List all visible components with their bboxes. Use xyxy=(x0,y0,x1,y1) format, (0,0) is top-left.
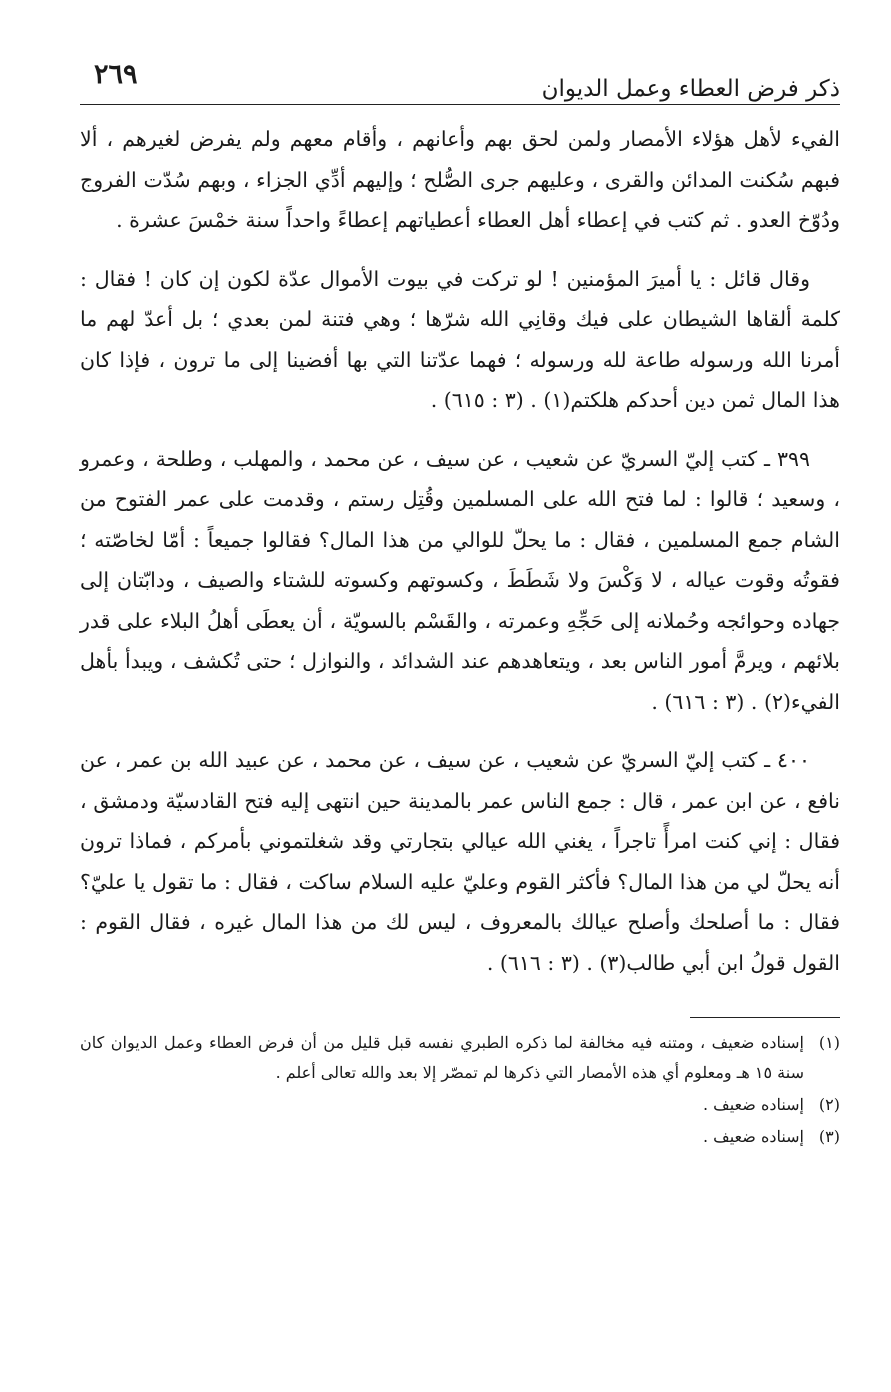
page-number: ٢٦٩ xyxy=(94,59,138,90)
book-page xyxy=(80,58,840,1154)
page-header xyxy=(80,58,840,105)
footnote-text: إسناده ضعيف . xyxy=(702,1095,804,1114)
footnote-item xyxy=(80,1090,840,1120)
footnotes xyxy=(80,1028,840,1152)
paragraph-continuation: الفيء لأهل هؤلاء الأمصار ولمن لحق بهم وأعانهم ، وأقام معهم ولم يفرض لغيرهم ، ألا فبهم سُكنت المدائن والقرى ، وعليهم جرى الصُّلح ؛ وإليهم أدِّي الجزاء ، وبهم سُدّت الفروج ودُوّخ العدو . ثم كتب في إعطاء أهل العطاء أعطياتهم إعطاءً واحداً سنة خمْسَ عشرة . xyxy=(80,127,840,232)
footnote-text: إسناده ضعيف ، ومتنه فيه مخالفة لما ذكره الطبري نفسه قبل قليل من أن فرض العطاء وعمل الديوان كان سنة ١٥ هـ ومعلوم أي هذه الأمصار التي ذكرها لم تمصّر إلا بعد والله تعالى أعلم . xyxy=(80,1033,804,1082)
footnote-text: إسناده ضعيف . xyxy=(702,1127,804,1146)
paragraph: وقال قائل : يا أميرَ المؤمنين ! لو تركت في بيوت الأموال عدّة لكون إن كان ! فقال : كلمة ألقاها الشيطان على فيك وقانِي الله شرّها ؛ وهي فتنة لمن بعدي ؛ بل أعدّ لهم ما أمرنا الله ورسوله طاعة لله ورسوله ؛ فهما عدّتنا التي بها أفضينا إلى ما ترون ، فإذا كان هذا المال ثمن دين أحدكم هلكتم(١) . (٣ : ٦١٥) . xyxy=(80,266,840,412)
footnote-item xyxy=(80,1122,840,1152)
running-title: ذكر فرض العطاء وعمل الديوان xyxy=(541,76,840,102)
footnote-number: (٣) xyxy=(818,1127,840,1146)
footnote-item xyxy=(80,1028,840,1088)
footnote-divider xyxy=(690,1017,840,1018)
footnote-number: (٢) xyxy=(818,1095,840,1114)
paragraph-narration-400: ٤٠٠ ـ كتب إليّ السريّ عن شعيب ، عن سيف ، عن محمد ، عن عبيد الله بن عمر ، عن نافع ، عن ابن عمر ، قال : جمع الناس عمر بالمدينة حين انتهى إليه فتح القادسيّة ودمشق ، فقال : إني كنت امرأً تاجراً ، يغني الله عيالي بتجارتي وقد شغلتموني بأمركم ، فماذا ترون أنه يحلّ لي من هذا المال؟ فأكثر القوم وعليّ عليه السلام ساكت ، فقال : ما تقول يا عليّ؟ فقال : ما أصلحك وأصلح عيالك بالمعروف ، ليس لك من هذا المال غيره ، فقال القوم : القول قولُ ابن أبي طالب(٣) . (٣ : ٦١٦) . xyxy=(80,748,841,975)
paragraph-narration-399: ٣٩٩ ـ كتب إليّ السريّ عن شعيب ، عن سيف ، عن محمد ، والمهلب ، وطلحة ، وعمرو ، وسعيد ؛ قالوا : لما فتح الله على المسلمين وقُتِل رستم ، وقدمت على عمر الفتوح من الشام جمع المسلمين ، فقال : ما يحلّ للوالي من هذا المال؟ فقالوا جميعاً : أمّا لخاصّته ؛ فقوتُه وقوت عياله ، لا وَكْسَ ولا شَطَطَ ، وكسوتهم وكسوته للشتاء والصيف ، ودابّتان إلى جهاده وحوائجه وحُملانه إلى حَجِّهِ وعمرته ، والقَسْم بالسويّة ، أن يعطَى أهلُ البلاء على قدر بلائهم ، ويرمَّ أمور الناس بعد ، ويتعاهدهم عند الشدائد ، والنوازل ؛ حتى تُكشف ، ويبدأ بأهل الفيء(٢) . (٣ : ٦١٦) . xyxy=(80,446,840,714)
main-text xyxy=(80,119,840,983)
footnote-number: (١) xyxy=(818,1033,840,1052)
